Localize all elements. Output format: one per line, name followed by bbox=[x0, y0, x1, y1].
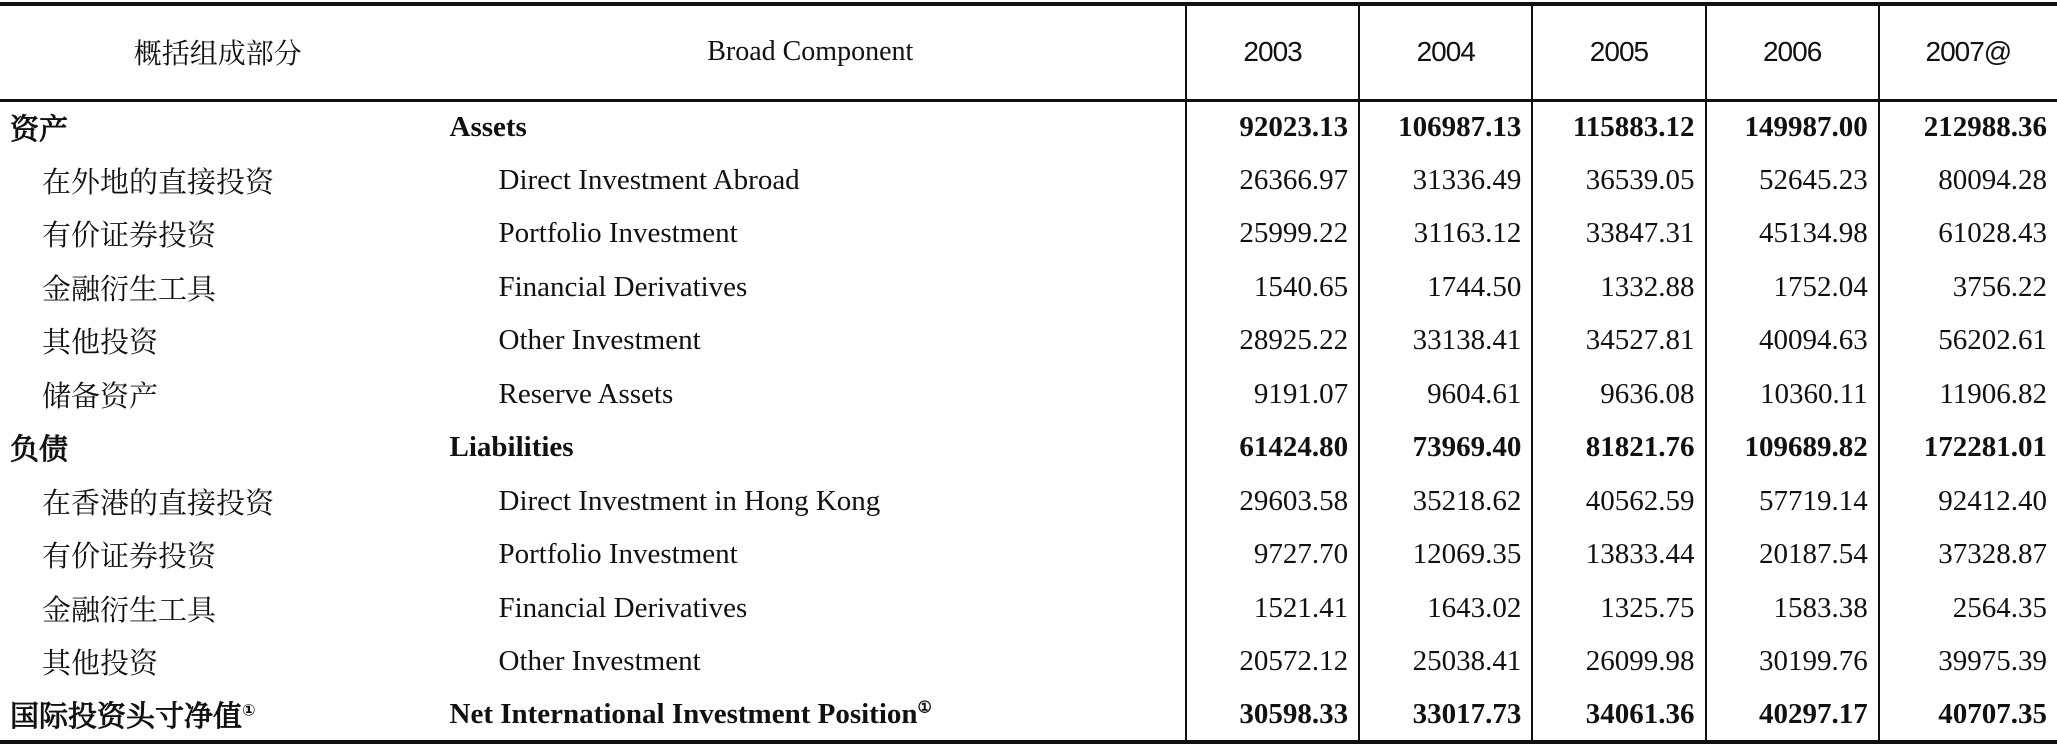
value-cell: 13833.44 bbox=[1532, 528, 1705, 582]
table-row bbox=[0, 368, 2057, 422]
value-cell: 9727.70 bbox=[1186, 528, 1359, 582]
table-row bbox=[0, 421, 2057, 475]
value-cell: 212988.36 bbox=[1879, 100, 2057, 154]
value-cell: 12069.35 bbox=[1359, 528, 1532, 582]
value-cell: 9636.08 bbox=[1532, 368, 1705, 422]
value-cell: 115883.12 bbox=[1532, 100, 1705, 154]
row-label-zh-text: 金融衍生工具 bbox=[42, 271, 217, 306]
row-label-zh-text: 其他投资 bbox=[42, 325, 159, 360]
value-cell: 20187.54 bbox=[1706, 528, 1879, 582]
table-row bbox=[0, 314, 2057, 368]
value-cell: 92412.40 bbox=[1879, 475, 2057, 529]
value-cell: 30598.33 bbox=[1186, 689, 1359, 743]
row-label-en-text: Liabilities bbox=[449, 431, 574, 464]
value-cell: 45134.98 bbox=[1706, 207, 1879, 261]
table-row bbox=[0, 528, 2057, 582]
value-cell: 30199.76 bbox=[1706, 635, 1879, 689]
row-label-zh-text: 储备资产 bbox=[42, 378, 159, 413]
value-cell: 172281.01 bbox=[1879, 421, 2057, 475]
value-cell: 9604.61 bbox=[1359, 368, 1532, 422]
row-label-en bbox=[436, 261, 1186, 315]
row-label-en bbox=[436, 582, 1186, 636]
row-label-en bbox=[436, 528, 1186, 582]
international-investment-position-table bbox=[0, 2, 2057, 744]
footnote-marker: ① bbox=[242, 700, 256, 720]
value-cell: 9191.07 bbox=[1186, 368, 1359, 422]
row-label-en-text: Portfolio Investment bbox=[498, 217, 738, 250]
row-label-zh-text: 负债 bbox=[10, 432, 69, 467]
value-cell: 28925.22 bbox=[1186, 314, 1359, 368]
table-row bbox=[0, 635, 2057, 689]
table-row bbox=[0, 582, 2057, 636]
value-cell: 1744.50 bbox=[1359, 261, 1532, 315]
value-cell: 10360.11 bbox=[1706, 368, 1879, 422]
row-label-en-text: Assets bbox=[449, 111, 527, 143]
value-cell: 1332.88 bbox=[1532, 261, 1705, 315]
value-cell: 106987.13 bbox=[1359, 100, 1532, 154]
value-cell: 1540.65 bbox=[1186, 261, 1359, 315]
header-zh: 概括组成部分 bbox=[0, 4, 436, 100]
row-label-zh bbox=[0, 582, 436, 636]
row-label-en-text: Portfolio Investment bbox=[498, 538, 738, 571]
value-cell: 73969.40 bbox=[1359, 421, 1532, 475]
value-cell: 40707.35 bbox=[1879, 689, 2057, 743]
row-label-en bbox=[436, 475, 1186, 529]
row-label-en-text: Direct Investment Abroad bbox=[498, 163, 800, 196]
value-cell: 33847.31 bbox=[1532, 207, 1705, 261]
table-row bbox=[0, 261, 2057, 315]
value-cell: 2564.35 bbox=[1879, 582, 2057, 636]
value-cell: 61424.80 bbox=[1186, 421, 1359, 475]
value-cell: 26099.98 bbox=[1532, 635, 1705, 689]
row-label-zh bbox=[0, 528, 436, 582]
value-cell: 25038.41 bbox=[1359, 635, 1532, 689]
row-label-en bbox=[436, 207, 1186, 261]
value-cell: 31163.12 bbox=[1359, 207, 1532, 261]
value-cell: 29603.58 bbox=[1186, 475, 1359, 529]
iip-table-container bbox=[0, 2, 2057, 744]
row-label-en bbox=[436, 421, 1186, 475]
value-cell: 1521.41 bbox=[1186, 582, 1359, 636]
value-cell: 40562.59 bbox=[1532, 475, 1705, 529]
row-label-zh-text: 有价证券投资 bbox=[42, 218, 217, 253]
value-cell: 109689.82 bbox=[1706, 421, 1879, 475]
table-row bbox=[0, 100, 2057, 154]
value-cell: 149987.00 bbox=[1706, 100, 1879, 154]
table-row bbox=[0, 154, 2057, 208]
value-cell: 80094.28 bbox=[1879, 154, 2057, 208]
value-cell: 26366.97 bbox=[1186, 154, 1359, 208]
header-year: 2003 bbox=[1186, 4, 1359, 100]
row-label-zh bbox=[0, 421, 436, 475]
value-cell: 92023.13 bbox=[1186, 100, 1359, 154]
value-cell: 34061.36 bbox=[1532, 689, 1705, 743]
row-label-en-text: Net International Investment Position bbox=[449, 697, 918, 730]
value-cell: 40094.63 bbox=[1706, 314, 1879, 368]
row-label-zh-text: 有价证券投资 bbox=[42, 539, 217, 574]
row-label-zh-text: 其他投资 bbox=[42, 646, 159, 681]
row-label-en-text: Reserve Assets bbox=[498, 377, 674, 410]
row-label-zh-text: 金融衍生工具 bbox=[42, 592, 217, 627]
row-label-en-text: Other Investment bbox=[498, 324, 701, 357]
value-cell: 31336.49 bbox=[1359, 154, 1532, 208]
row-label-zh bbox=[0, 368, 436, 422]
row-label-zh bbox=[0, 261, 436, 315]
table-row bbox=[0, 207, 2057, 261]
table-row bbox=[0, 689, 2057, 743]
value-cell: 36539.05 bbox=[1532, 154, 1705, 208]
row-label-zh bbox=[0, 100, 436, 154]
value-cell: 40297.17 bbox=[1706, 689, 1879, 743]
header-year: 2005 bbox=[1532, 4, 1705, 100]
value-cell: 1583.38 bbox=[1706, 582, 1879, 636]
row-label-zh bbox=[0, 475, 436, 529]
value-cell: 33138.41 bbox=[1359, 314, 1532, 368]
value-cell: 52645.23 bbox=[1706, 154, 1879, 208]
value-cell: 33017.73 bbox=[1359, 689, 1532, 743]
header-en: Broad Component bbox=[436, 4, 1186, 100]
value-cell: 3756.22 bbox=[1879, 261, 2057, 315]
row-label-zh-text: 国际投资头寸净值 bbox=[10, 698, 243, 733]
value-cell: 56202.61 bbox=[1879, 314, 2057, 368]
header-year: 2007@ bbox=[1879, 4, 2057, 100]
row-label-zh-text: 在外地的直接投资 bbox=[42, 164, 275, 199]
footnote-marker: ① bbox=[917, 699, 932, 717]
value-cell: 20572.12 bbox=[1186, 635, 1359, 689]
row-label-zh bbox=[0, 207, 436, 261]
value-cell: 81821.76 bbox=[1532, 421, 1705, 475]
row-label-zh-text: 在香港的直接投资 bbox=[42, 485, 275, 520]
value-cell: 11906.82 bbox=[1879, 368, 2057, 422]
row-label-en-text: Financial Derivatives bbox=[498, 591, 748, 624]
row-label-en bbox=[436, 635, 1186, 689]
row-label-en bbox=[436, 368, 1186, 422]
row-label-en-text: Other Investment bbox=[498, 645, 701, 678]
value-cell: 25999.22 bbox=[1186, 207, 1359, 261]
row-label-zh bbox=[0, 154, 436, 208]
value-cell: 35218.62 bbox=[1359, 475, 1532, 529]
value-cell: 1325.75 bbox=[1532, 582, 1705, 636]
row-label-en-text: Financial Derivatives bbox=[498, 270, 748, 303]
row-label-zh-text: 资产 bbox=[10, 112, 69, 146]
row-label-zh bbox=[0, 689, 436, 743]
value-cell: 39975.39 bbox=[1879, 635, 2057, 689]
table-body bbox=[0, 100, 2057, 742]
value-cell: 57719.14 bbox=[1706, 475, 1879, 529]
value-cell: 1752.04 bbox=[1706, 261, 1879, 315]
row-label-en bbox=[436, 100, 1186, 154]
row-label-en-text: Direct Investment in Hong Kong bbox=[498, 484, 881, 517]
header-row bbox=[0, 4, 2057, 100]
value-cell: 37328.87 bbox=[1879, 528, 2057, 582]
row-label-zh bbox=[0, 314, 436, 368]
value-cell: 61028.43 bbox=[1879, 207, 2057, 261]
header-year: 2006 bbox=[1706, 4, 1879, 100]
value-cell: 1643.02 bbox=[1359, 582, 1532, 636]
header-year: 2004 bbox=[1359, 4, 1532, 100]
row-label-zh bbox=[0, 635, 436, 689]
row-label-en bbox=[436, 689, 1186, 743]
table-row bbox=[0, 475, 2057, 529]
row-label-en bbox=[436, 314, 1186, 368]
row-label-en bbox=[436, 154, 1186, 208]
value-cell: 34527.81 bbox=[1532, 314, 1705, 368]
